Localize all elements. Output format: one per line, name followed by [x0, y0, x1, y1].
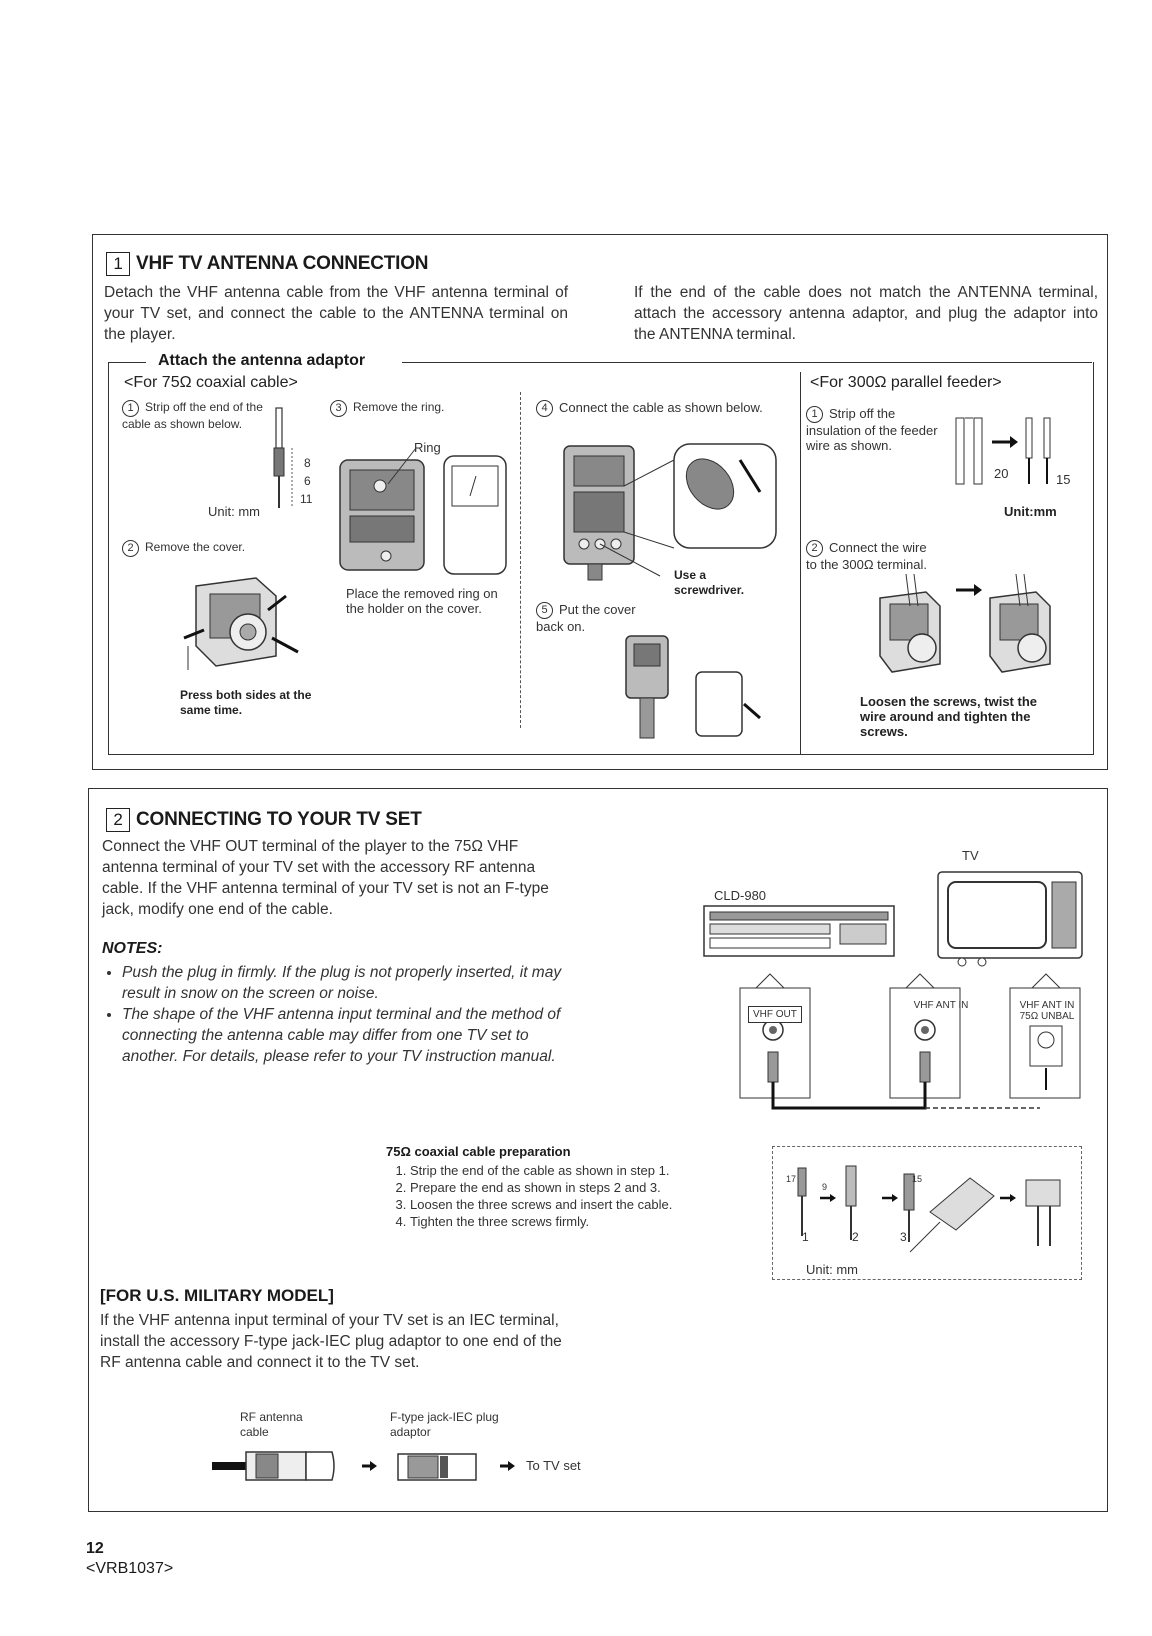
adaptor-heading: Attach the antenna adaptor	[154, 352, 369, 370]
prep-steps-list	[388, 1162, 790, 1230]
use-screwdriver-caption: Use a screwdriver.	[674, 568, 745, 597]
coax-step-5: 5 Put the cover back on.	[536, 602, 636, 634]
prep-step: 1. Strip the end of the cable as shown in step 1.	[410, 1162, 790, 1179]
notes-heading: NOTES:	[102, 940, 163, 957]
prep-unit: Unit: mm	[806, 1262, 858, 1277]
place-ring-caption: Place the removed ring on the holder on the cover.	[346, 586, 498, 616]
prep-dim-9: 9	[822, 1182, 828, 1192]
loosen-screws-caption: Loosen the screws, twist the wire around and tighten the screws.	[860, 694, 1037, 739]
section-number-box: 1	[106, 252, 130, 276]
prep-step: 3. Loosen the three screws and insert the cable.	[410, 1196, 790, 1213]
strip-dim-3: 11	[300, 492, 313, 506]
feeder-heading: <For 300Ω parallel feeder>	[810, 374, 1002, 391]
note-item: • The shape of the VHF antenna input terminal and the method of connecting the antenna cable may differ from one TV set to another. For details, please refer to your TV instruction manual.	[122, 1004, 586, 1067]
coax-step-1: 1 Strip off the end of the cable as shown below.	[122, 400, 263, 431]
military-para: If the VHF antenna input terminal of your TV set is an IEC terminal, install the accessory F-type jack-IEC plug adaptor to one end of the RF antenna cable and connect it to the TV set.	[100, 1312, 562, 1371]
ring-removal-illustration	[336, 452, 516, 582]
feeder-dim-20: 20	[994, 466, 1009, 481]
vhf-ant-in-unbal-label: VHF ANT IN 75Ω UNBAL	[1019, 1000, 1075, 1022]
coax-step-4: 4 Connect the cable as shown below.	[536, 400, 766, 417]
prep-step: 2. Prepare the end as shown in steps 2 and 3.	[410, 1179, 790, 1196]
prep-step-3-label: 3	[900, 1230, 907, 1244]
cover-back-on-illustration	[620, 632, 770, 742]
feeder-divider	[800, 372, 801, 754]
to-tv-set-label: To TV set	[526, 1458, 581, 1473]
tv-label: TV	[962, 848, 979, 863]
adaptor-frame-top-left	[108, 362, 146, 363]
section-1-heading	[106, 252, 428, 276]
section-2-heading	[106, 808, 422, 832]
feeder-unit: Unit:mm	[1004, 504, 1057, 519]
prep-step: 4. Tighten the three screws firmly.	[410, 1213, 790, 1230]
feeder-step-1: 1 Strip off the insulation of the feeder wire as shown.	[806, 406, 938, 453]
cable-prep-steps-illustration	[780, 1156, 1080, 1256]
section-number-box: 2	[106, 808, 130, 832]
prep-heading: 75Ω coaxial cable preparation	[386, 1144, 571, 1159]
iec-adaptor-illustration	[210, 1446, 540, 1486]
press-both-sides-caption: Press both sides at the same time.	[180, 688, 312, 717]
iec-adaptor-label: F-type jack-IEC plug adaptor	[390, 1410, 499, 1439]
prep-dim-15: 15	[912, 1174, 923, 1184]
page-number: 12	[86, 1540, 104, 1557]
section-1-title: VHF TV ANTENNA CONNECTION	[136, 253, 429, 275]
coax-step-divider	[520, 392, 521, 728]
document-code: <VRB1037>	[86, 1560, 174, 1577]
military-heading: [FOR U.S. MILITARY MODEL]	[100, 1286, 334, 1305]
section-2-intro: Connect the VHF OUT terminal of the player to the 75Ω VHF antenna terminal of your TV set with the accessory RF antenna cable. If the VHF antenna terminal of your TV set is not an F-type jack, modify one end of the cable.	[102, 838, 549, 918]
coax-heading: <For 75Ω coaxial cable>	[124, 374, 298, 391]
coax-step-2: 2 Remove the cover.	[122, 540, 322, 557]
prep-step-1-label: 1	[802, 1230, 809, 1244]
prep-step-2-label: 2	[852, 1230, 859, 1244]
rf-cable-label: RF antenna cable	[240, 1410, 303, 1439]
player-label: CLD-980	[714, 888, 767, 903]
adaptor-frame-top-right	[402, 362, 1092, 363]
section-1-intro-left: Detach the VHF antenna cable from the VHF antenna terminal of your TV set, and connect the cable to the ANTENNA terminal on the player.	[104, 284, 568, 343]
strip-unit: Unit: mm	[208, 504, 260, 519]
player-and-tv-illustration	[700, 866, 1090, 966]
feeder-step-2: 2 Connect the wire to the 300Ω terminal.	[806, 540, 928, 572]
ring-label: Ring	[414, 440, 441, 455]
feeder-terminal-illustration	[870, 576, 1070, 686]
section-2-title: CONNECTING TO YOUR TV SET	[136, 809, 422, 831]
strip-dim-2: 6	[304, 474, 311, 488]
stripped-cable-icon	[270, 404, 320, 514]
note-item: • Push the plug in firmly. If the plug is not properly inserted, it may result in snow on the screen or noise.	[122, 962, 586, 1004]
prep-dim-17: 17	[786, 1174, 797, 1184]
section-1-intro-right: If the end of the cable does not match the ANTENNA terminal, attach the accessory antenna adaptor, and plug the adaptor into the ANTENNA terminal.	[634, 284, 1098, 343]
cable-connection-illustration	[560, 440, 780, 580]
coax-step-3: 3 Remove the ring.	[330, 400, 500, 417]
feeder-dim-15: 15	[1056, 472, 1071, 487]
vhf-out-label: VHF OUT	[748, 1006, 802, 1023]
notes-list	[100, 962, 586, 1067]
strip-dim-1: 8	[304, 456, 311, 470]
feeder-wire-strip-illustration	[952, 412, 1072, 492]
adaptor-cover-illustration	[176, 566, 316, 676]
vhf-ant-in-label: VHF ANT IN	[913, 1000, 969, 1011]
